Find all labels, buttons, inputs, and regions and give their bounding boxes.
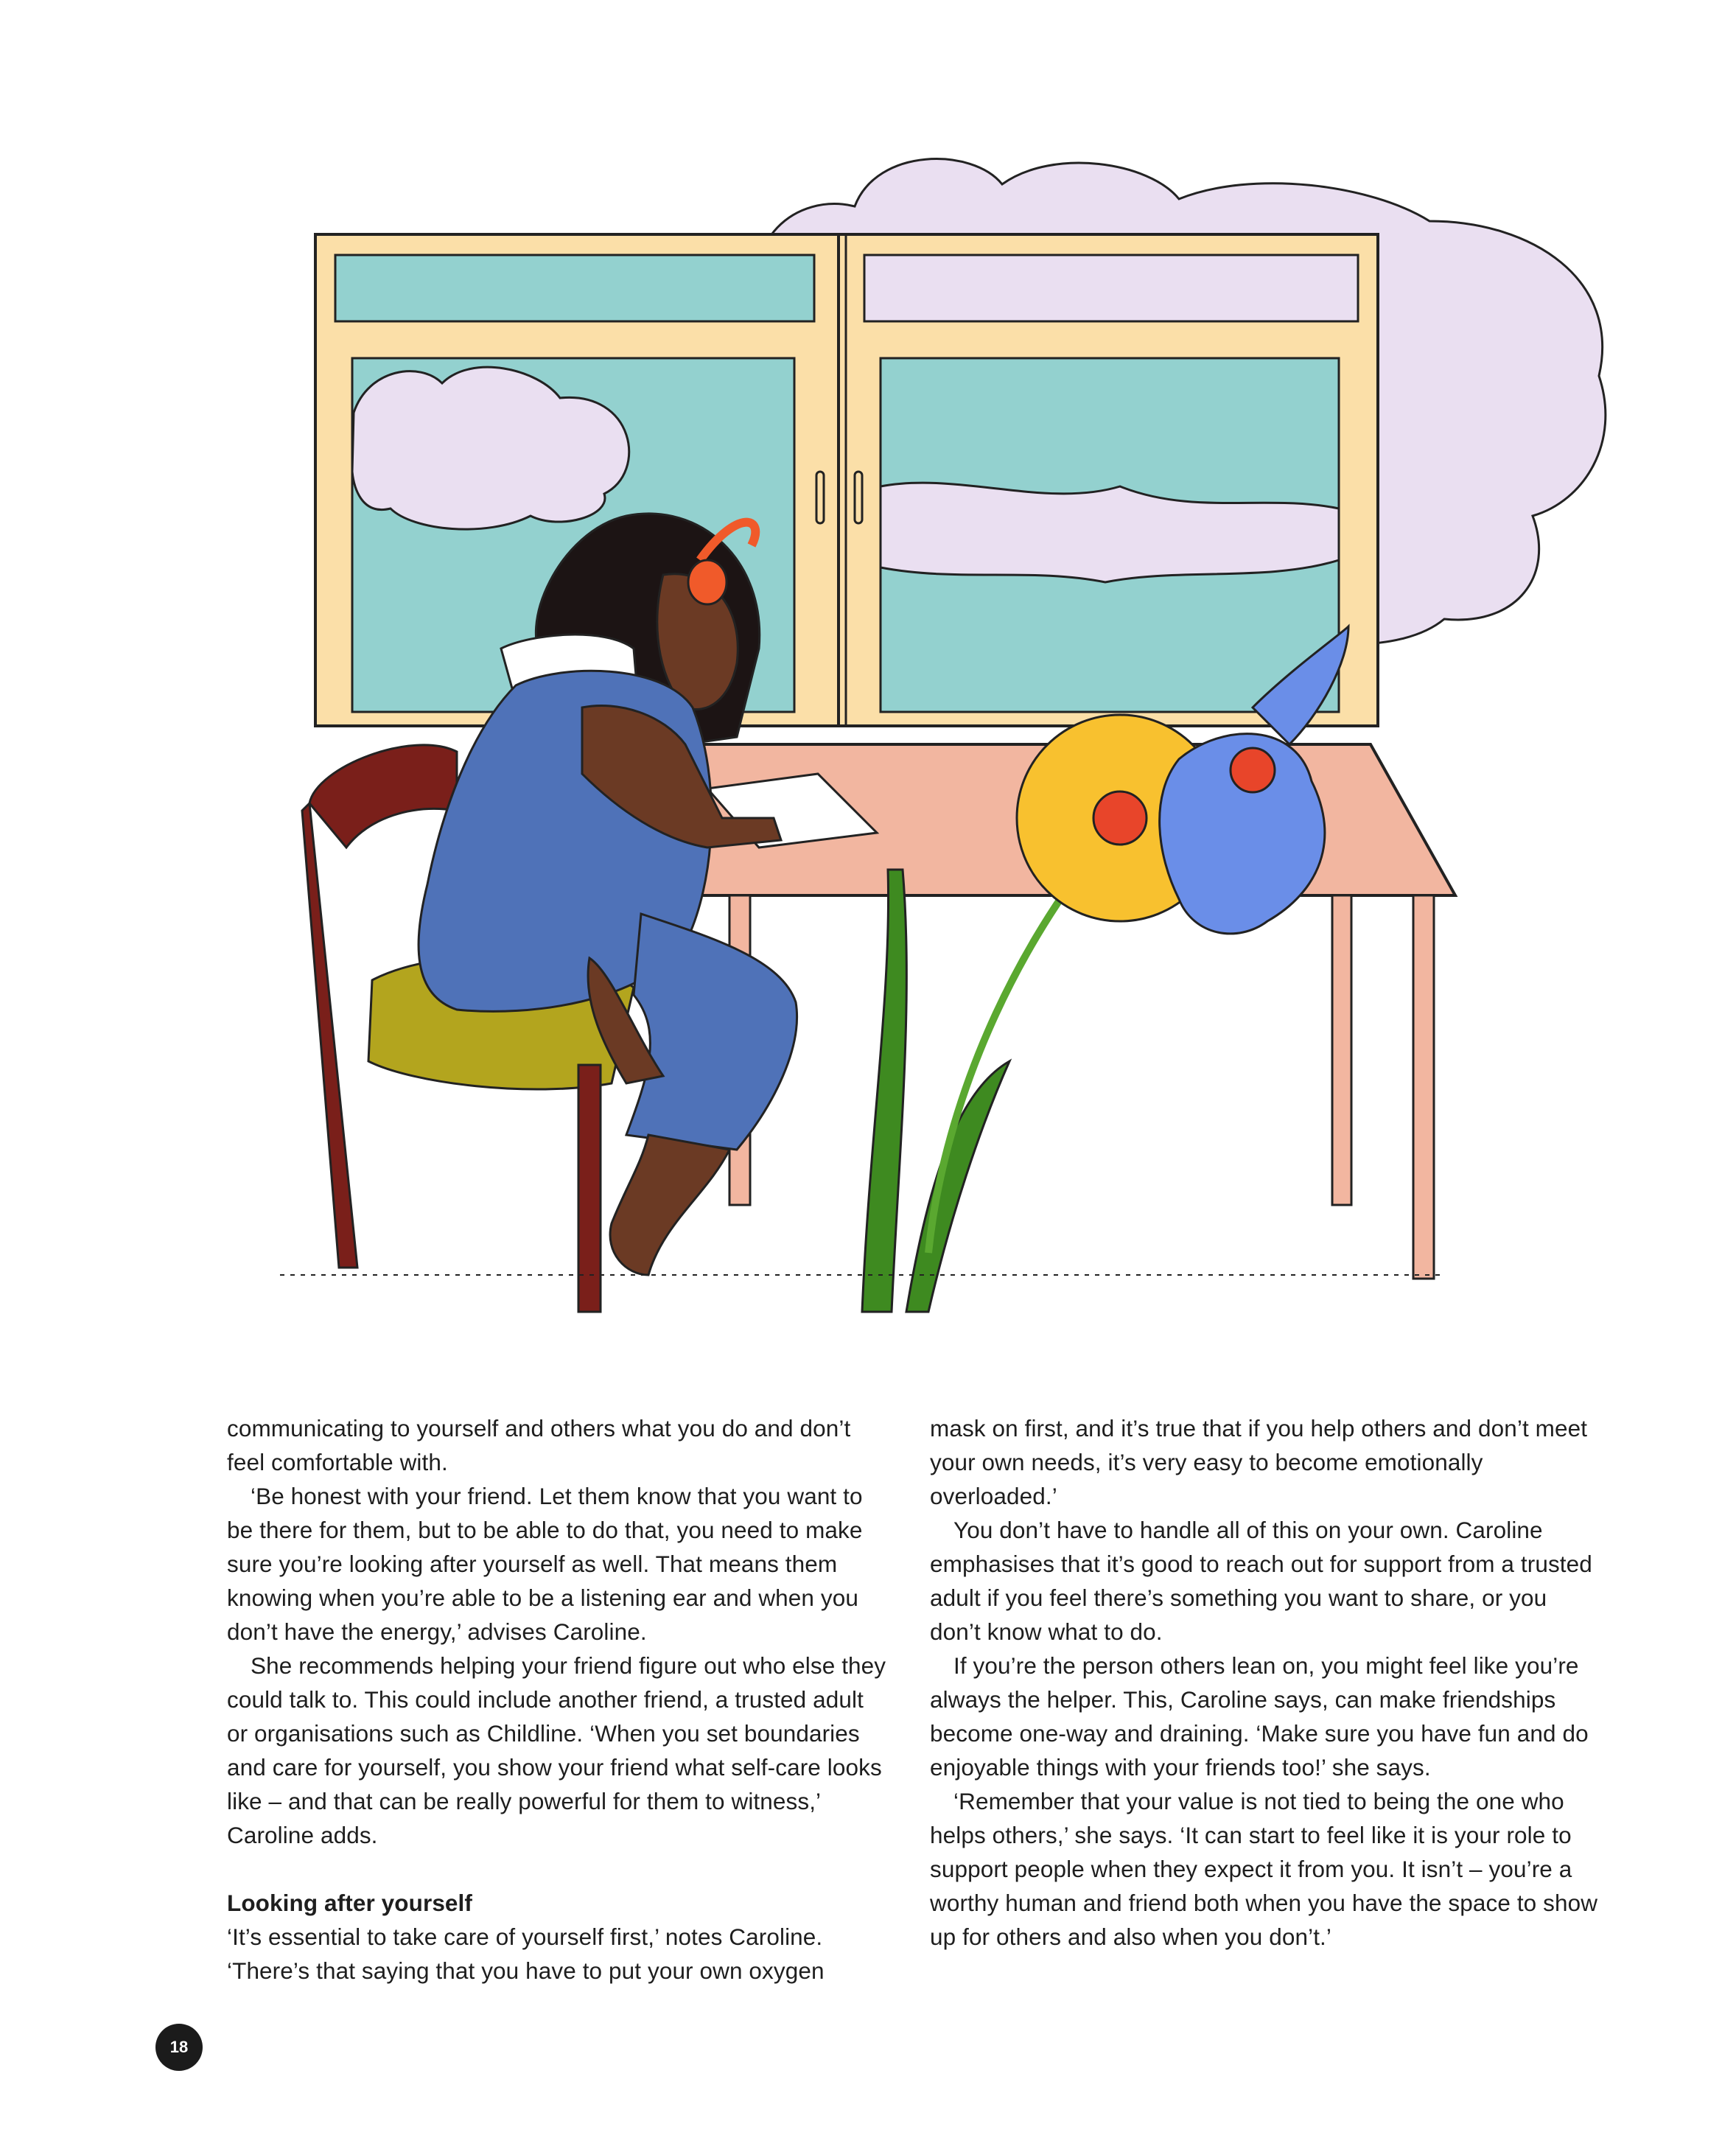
paragraph: You don’t have to handle all of this on your own. Caroline emphasises that it’s good to reach out for support from a trusted adult if you feel there’s something you want to share, or you don’t know what to do.: [930, 1517, 1592, 1645]
flowers: [862, 626, 1348, 1312]
paragraph: ‘It’s essential to take care of yourself first,’ notes Caroline. ‘There’s that saying that you have to put your own oxygen: [227, 1923, 825, 1984]
paragraph: mask on first, and it’s true that if you help others and don’t meet your own needs, it’s very easy to become emotionally overloaded.’: [930, 1415, 1588, 1509]
article-column-right: [930, 1411, 1600, 1954]
section-heading: Looking after yourself: [227, 1890, 472, 1916]
article-column-left: [227, 1411, 890, 1988]
paragraph: communicating to yourself and others what you do and don’t feel comfortable with.: [227, 1415, 851, 1475]
paragraph: ‘Remember that your value is not tied to being the one who helps others,’ she says. ‘It can start to feel like it is your role to support people when they expect it from you. It isn’t – you’re a worthy human and friend both when you have the space to show up for others and also when you don’t.’: [930, 1788, 1598, 1950]
page-number: 18: [155, 2024, 203, 2071]
paragraph: If you’re the person others lean on, you might feel like you’re always the helper. This, Caroline says, can make friendships become one-way and draining. ‘Make sure you have fun and do enjoyable things with your friends too!’ she says.: [930, 1652, 1589, 1781]
paragraph: She recommends helping your friend figure out who else they could talk to. This could include another friend, a trusted adult or organisations such as Childline. ‘When you set boundaries and care for yourself, you show your friend what self-care looks like – and that can be really powerful for them to witness,’ Caroline adds.: [227, 1652, 886, 1848]
paragraph: ‘Be honest with your friend. Let them know that you want to be there for them, but to be able to do that, you need to make sure you’re looking after yourself as well. That means them knowing when you’re able to be a listening ear and when you don’t have the energy,’ advises Caroline.: [227, 1483, 863, 1645]
